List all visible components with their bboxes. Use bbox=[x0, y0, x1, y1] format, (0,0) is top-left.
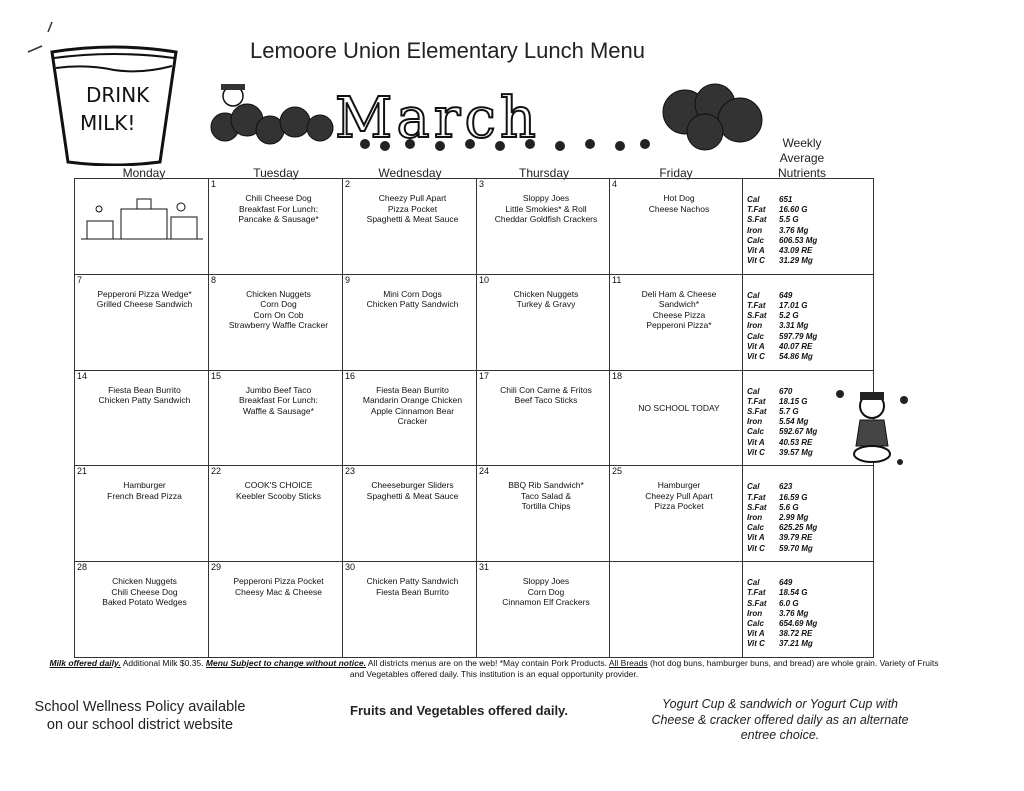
nutrient-value: 592.67 Mg bbox=[779, 427, 818, 437]
nutrient-value: 18.54 G bbox=[779, 588, 808, 598]
day-cell bbox=[343, 370, 477, 466]
day-header-monday: Monday bbox=[122, 166, 166, 180]
day-number: 7 bbox=[77, 274, 83, 285]
day-number: 10 bbox=[479, 274, 490, 285]
day-cell bbox=[75, 466, 209, 562]
day-cell bbox=[209, 466, 343, 562]
menu-item: Spaghetti & Meat Sauce bbox=[366, 214, 459, 224]
nutrient-label: Vit A bbox=[747, 629, 765, 639]
day-cell bbox=[477, 466, 610, 562]
nutrient-value: 3.76 Mg bbox=[779, 225, 809, 235]
menu-item: Chicken Patty Sandwich bbox=[98, 395, 191, 406]
nutrient-label: S.Fat bbox=[747, 215, 767, 225]
day-number: 28 bbox=[77, 562, 88, 573]
menu-item: Corn On Cob bbox=[253, 309, 304, 320]
nutrient-label: Vit C bbox=[747, 256, 765, 266]
menu-item: Sloppy Joes bbox=[522, 193, 570, 203]
day-cell bbox=[75, 179, 209, 275]
nutrient-row bbox=[747, 544, 873, 554]
nutrient-label: S.Fat bbox=[747, 598, 767, 608]
menu-item: Tortilla Chips bbox=[521, 501, 571, 512]
nutrient-value: 3.31 Mg bbox=[779, 321, 809, 331]
nutrient-label: Vit C bbox=[747, 639, 765, 649]
menu-item: Cheezy Pull Apart bbox=[378, 193, 447, 203]
nutrient-value: 39.79 RE bbox=[779, 533, 813, 543]
nutrient-label: S.Fat bbox=[747, 407, 767, 416]
menu-item: Deli Ham & Cheese bbox=[641, 288, 717, 299]
nutrient-value: 39.57 Mg bbox=[779, 447, 813, 457]
menu-item: NO SCHOOL TODAY bbox=[638, 402, 720, 413]
pencil-mark-icon bbox=[20, 18, 60, 58]
nutrient-value: 43.09 RE bbox=[779, 246, 813, 256]
nutrient-label: T.Fat bbox=[747, 492, 766, 502]
nutrient-label: T.Fat bbox=[747, 588, 766, 598]
nutrient-row bbox=[747, 311, 873, 321]
nutrient-value: 6.0 G bbox=[779, 598, 799, 608]
menu-item: Chicken Nuggets bbox=[112, 576, 177, 587]
nutrient-value: 40.53 RE bbox=[779, 437, 813, 447]
day-cell bbox=[209, 562, 343, 658]
menu-calendar-grid bbox=[74, 178, 874, 658]
menu-item: Mini Corn Dogs bbox=[383, 288, 442, 299]
day-number: 2 bbox=[345, 179, 351, 189]
menu-item: Hamburger bbox=[657, 480, 701, 491]
menu-item: Hot Dog bbox=[663, 193, 695, 203]
nutrient-row bbox=[747, 246, 873, 256]
nutrient-row bbox=[747, 226, 873, 236]
nutrient-value: 16.59 G bbox=[779, 492, 808, 502]
day-cell bbox=[75, 370, 209, 466]
day-cell bbox=[209, 274, 343, 370]
menu-item: Waffle & Sausage* bbox=[243, 405, 314, 416]
nutrient-row bbox=[747, 195, 873, 205]
nutrient-value: 649 bbox=[779, 578, 793, 588]
nutrients-cell bbox=[743, 274, 874, 370]
nutrient-row bbox=[747, 533, 873, 543]
nutrient-label: Calc bbox=[747, 427, 764, 437]
nutrient-row bbox=[747, 482, 873, 492]
menu-item: Breakfast For Lunch: bbox=[239, 395, 318, 406]
nutrient-label: Cal bbox=[747, 578, 760, 588]
week-row bbox=[75, 370, 874, 466]
menu-item: Fiesta Bean Burrito bbox=[376, 586, 449, 597]
day-cell bbox=[610, 562, 743, 658]
menu-item: Chicken Nuggets bbox=[246, 288, 311, 299]
nutrient-label: Iron bbox=[747, 608, 763, 618]
nutrient-value: 651 bbox=[779, 195, 793, 204]
nutrient-value: 3.76 Mg bbox=[779, 608, 809, 618]
day-number: 4 bbox=[612, 179, 618, 189]
day-number: 31 bbox=[479, 562, 490, 573]
day-number: 16 bbox=[345, 370, 356, 381]
menu-item: Beef Taco Sticks bbox=[514, 395, 578, 406]
nutrient-row bbox=[747, 205, 873, 215]
menu-item: Keebler Scooby Sticks bbox=[235, 490, 322, 501]
day-number: 24 bbox=[479, 466, 490, 477]
day-number: 8 bbox=[211, 274, 217, 285]
day-number: 3 bbox=[479, 179, 485, 189]
day-header-friday: Friday bbox=[659, 166, 693, 180]
nutrient-value: 5.2 G bbox=[779, 311, 799, 321]
week-row bbox=[75, 179, 874, 275]
month-title: March bbox=[335, 86, 540, 151]
svg-text:MILK!: MILK! bbox=[80, 111, 136, 135]
leprechaun-image bbox=[832, 384, 912, 470]
nutrient-row bbox=[747, 588, 873, 598]
day-number: 22 bbox=[211, 466, 222, 477]
menu-item: Cheeseburger Sliders bbox=[371, 480, 454, 491]
day-cell bbox=[343, 274, 477, 370]
menu-item: Hamburger bbox=[123, 480, 166, 491]
menu-item: French Bread Pizza bbox=[107, 490, 182, 501]
nutrient-row bbox=[747, 619, 873, 629]
nutrient-label: S.Fat bbox=[747, 502, 767, 512]
nutrient-row bbox=[747, 503, 873, 513]
nutrient-row bbox=[747, 321, 873, 331]
school-building-image bbox=[81, 195, 203, 245]
nutrient-row bbox=[747, 215, 873, 225]
nutrient-label: Vit A bbox=[747, 437, 765, 447]
nutrient-label: T.Fat bbox=[747, 301, 766, 310]
nutrient-row bbox=[747, 578, 873, 588]
fruit-veg-note: Fruits and Vegetables offered daily. bbox=[350, 703, 568, 718]
menu-item: Spaghetti & Meat Sauce bbox=[366, 490, 459, 501]
nutrient-label: T.Fat bbox=[747, 205, 766, 215]
nutrient-row bbox=[747, 513, 873, 523]
menu-item: Chili Cheese Dog bbox=[111, 586, 178, 597]
nutrient-label: Iron bbox=[747, 513, 763, 522]
nutrient-label: Calc bbox=[747, 331, 764, 341]
menu-item: Apple Cinnamon Bear bbox=[370, 405, 455, 416]
nutrient-row bbox=[747, 609, 873, 619]
nutrient-value: 597.79 Mg bbox=[779, 331, 818, 341]
nutrient-value: 38.72 RE bbox=[779, 629, 813, 639]
menu-item: Chicken Patty Sandwich bbox=[366, 299, 459, 310]
svg-text:DRINK: DRINK bbox=[86, 83, 150, 107]
day-number: 23 bbox=[345, 466, 356, 477]
menu-item: Pepperoni Pizza* bbox=[646, 320, 712, 331]
footnote-text: Milk offered daily. Additional Milk $0.35. Menu Subject to change without notice. All districts menus are on the web! *May contain Pork Products. All Breads (hot dog buns, hamburger buns, and bread) are whole grain. Variety of Fruits and Vegetables offered daily. This institution is an equal opportunity provider. bbox=[49, 658, 939, 679]
nutrient-value: 5.5 G bbox=[779, 215, 799, 225]
nutrient-label: S.Fat bbox=[747, 311, 767, 321]
day-cell bbox=[477, 370, 610, 466]
nutrient-value: 40.07 RE bbox=[779, 341, 813, 351]
nutrient-value: 5.7 G bbox=[779, 407, 799, 416]
day-header-tuesday: Tuesday bbox=[253, 166, 299, 180]
nutrient-row bbox=[747, 352, 873, 362]
day-number: 15 bbox=[211, 370, 222, 381]
menu-item: Cheezy Pull Apart bbox=[645, 490, 713, 501]
nutrient-value: 37.21 Mg bbox=[779, 639, 813, 649]
nutrient-label: Vit C bbox=[747, 543, 765, 553]
nutrient-value: 59.70 Mg bbox=[779, 543, 813, 553]
day-cell bbox=[477, 274, 610, 370]
nutrient-label: Calc bbox=[747, 235, 764, 245]
menu-item: COOK'S CHOICE bbox=[244, 480, 313, 491]
day-cell bbox=[610, 466, 743, 562]
menu-item: Baked Potato Wedges bbox=[102, 597, 187, 608]
menu-item: Chili Cheese Dog bbox=[245, 193, 312, 203]
menu-item: Jumbo Beef Taco bbox=[245, 384, 312, 395]
nutrients-cell bbox=[743, 179, 874, 275]
nutrient-label: Calc bbox=[747, 523, 764, 533]
menu-item: Chicken Nuggets bbox=[513, 288, 579, 299]
menu-item: Sloppy Joes bbox=[522, 576, 570, 587]
day-number: 14 bbox=[77, 370, 88, 381]
day-number: 17 bbox=[479, 370, 490, 381]
menu-item: Chili Con Carne & Fritos bbox=[500, 384, 592, 395]
menu-item: Chicken Patty Sandwich bbox=[366, 576, 459, 587]
drink-milk-cup-image bbox=[46, 44, 182, 166]
day-number: 9 bbox=[345, 274, 351, 285]
weekly-nutrients-header: Weekly Average Nutrients bbox=[777, 136, 827, 180]
day-header-wednesday: Wednesday bbox=[378, 166, 442, 180]
day-cell bbox=[343, 466, 477, 562]
nutrient-value: 54.86 Mg bbox=[779, 352, 813, 362]
nutrient-row bbox=[747, 493, 873, 503]
nutrient-value: 31.29 Mg bbox=[779, 256, 813, 266]
menu-item: Cheese Nachos bbox=[648, 203, 710, 214]
nutrient-row bbox=[747, 639, 873, 649]
nutrient-row bbox=[747, 291, 873, 301]
menu-item: Strawberry Waffle Cracker bbox=[228, 320, 329, 331]
nutrient-label: Cal bbox=[747, 290, 760, 300]
nutrient-label: Calc bbox=[747, 619, 764, 628]
nutrient-label: Vit A bbox=[747, 341, 765, 351]
nutrient-value: 649 bbox=[779, 290, 793, 300]
nutrient-label: Cal bbox=[747, 386, 760, 396]
nutrient-row bbox=[747, 236, 873, 246]
day-cell bbox=[477, 179, 610, 275]
nutrient-value: 16.60 G bbox=[779, 205, 808, 215]
week-row bbox=[75, 274, 874, 370]
nutrient-row bbox=[747, 256, 873, 266]
nutrient-value: 18.15 G bbox=[779, 396, 808, 406]
nutrient-label: Cal bbox=[747, 195, 760, 204]
day-cell bbox=[75, 274, 209, 370]
menu-item: Breakfast For Lunch: bbox=[239, 203, 318, 214]
wellness-policy-note: School Wellness Policy available on our school district website bbox=[34, 699, 246, 733]
menu-item: Cheese Pizza bbox=[652, 309, 706, 320]
menu-item: Fiesta Bean Burrito bbox=[376, 384, 449, 395]
nutrient-row bbox=[747, 301, 873, 311]
menu-item: Pancake & Sausage* bbox=[238, 214, 319, 224]
page-title: Lemoore Union Elementary Lunch Menu bbox=[250, 38, 646, 63]
menu-item: Little Smokies* & Roll bbox=[505, 203, 587, 214]
day-number: 18 bbox=[612, 370, 623, 381]
menu-item: Taco Salad & bbox=[520, 490, 572, 501]
menu-item: Cinnamon Elf Crackers bbox=[502, 597, 590, 608]
menu-item: Pepperoni Pizza Pocket bbox=[233, 576, 324, 587]
nutrient-label: Iron bbox=[747, 321, 763, 331]
day-cell bbox=[343, 562, 477, 658]
day-cell bbox=[610, 370, 743, 466]
menu-item: Cracker bbox=[397, 416, 428, 427]
day-number: 21 bbox=[77, 466, 88, 477]
day-header-thursday: Thursday bbox=[518, 166, 570, 180]
menu-item: BBQ Rib Sandwich* bbox=[508, 480, 584, 491]
menu-item: Sandwich* bbox=[658, 299, 700, 310]
menu-item: Turkey & Gravy bbox=[516, 299, 576, 310]
nutrient-row bbox=[747, 342, 873, 352]
nutrient-row bbox=[747, 629, 873, 639]
menu-item: Fiesta Bean Burrito bbox=[108, 384, 181, 395]
nutrient-row bbox=[747, 523, 873, 533]
nutrient-value: 5.54 Mg bbox=[779, 417, 809, 427]
nutrient-label: Iron bbox=[747, 225, 763, 235]
nutrient-row bbox=[747, 332, 873, 342]
menu-item: Corn Dog bbox=[260, 299, 297, 310]
day-cell bbox=[209, 179, 343, 275]
day-cell bbox=[343, 179, 477, 275]
nutrient-label: Vit A bbox=[747, 533, 765, 543]
menu-item: Pizza Pocket bbox=[387, 203, 438, 214]
day-number: 11 bbox=[612, 274, 622, 285]
menu-item: Mandarin Orange Chicken bbox=[362, 395, 463, 406]
nutrient-row bbox=[747, 599, 873, 609]
nutrient-label: Iron bbox=[747, 417, 763, 427]
menu-item: Grilled Cheese Sandwich bbox=[96, 299, 193, 310]
menu-item: Corn Dog bbox=[527, 586, 565, 597]
nutrient-label: Vit A bbox=[747, 246, 765, 256]
nutrient-value: 5.6 G bbox=[779, 502, 799, 512]
day-cell bbox=[610, 274, 743, 370]
nutrient-value: 623 bbox=[779, 482, 793, 492]
day-number: 25 bbox=[612, 466, 623, 477]
menu-item: Pepperoni Pizza Wedge* bbox=[97, 288, 192, 299]
day-cell bbox=[610, 179, 743, 275]
menu-item: Cheesy Mac & Cheese bbox=[235, 586, 322, 597]
day-cell bbox=[477, 562, 610, 658]
day-number: 30 bbox=[345, 562, 356, 573]
yogurt-alternate-note: Yogurt Cup & sandwich or Yogurt Cup with Cheese & cracker offered daily as an alternate entree choice. bbox=[651, 697, 909, 742]
menu-item: Pizza Pocket bbox=[654, 501, 704, 512]
week-row bbox=[75, 562, 874, 658]
day-number: 29 bbox=[211, 562, 222, 573]
nutrient-label: Cal bbox=[747, 482, 760, 492]
nutrient-value: 606.53 Mg bbox=[779, 235, 818, 245]
nutrient-value: 2.99 Mg bbox=[779, 513, 809, 522]
nutrient-label: T.Fat bbox=[747, 396, 766, 406]
nutrients-cell bbox=[743, 562, 874, 658]
nutrients-cell bbox=[743, 466, 874, 562]
nutrient-value: 654.69 Mg bbox=[779, 619, 818, 628]
nutrient-label: Vit C bbox=[747, 447, 765, 457]
menu-item: Cheddar Goldfish Crackers bbox=[494, 214, 598, 224]
week-row bbox=[75, 466, 874, 562]
day-number: 1 bbox=[211, 179, 217, 189]
day-cell bbox=[75, 562, 209, 658]
day-cell bbox=[209, 370, 343, 466]
nutrient-value: 670 bbox=[779, 386, 793, 396]
nutrient-label: Vit C bbox=[747, 352, 765, 362]
nutrient-value: 625.25 Mg bbox=[779, 523, 818, 533]
nutrient-value: 17.01 G bbox=[779, 301, 808, 310]
